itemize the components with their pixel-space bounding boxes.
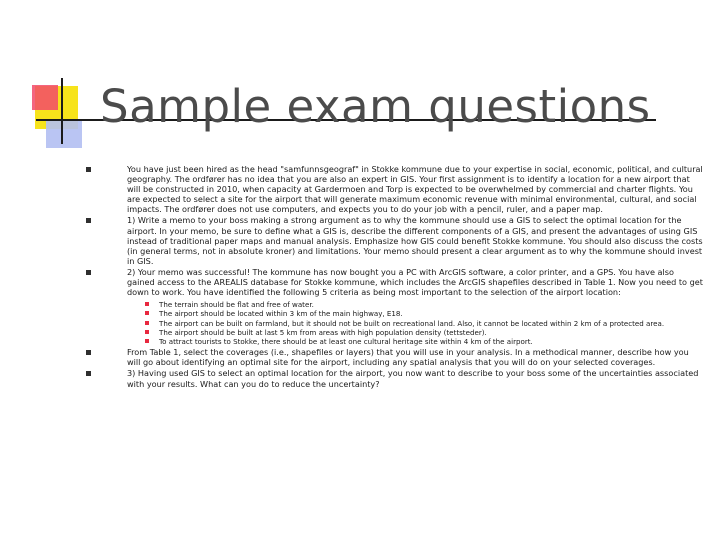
decor-red-square	[32, 85, 58, 110]
list-item	[0, 267, 720, 346]
item-text: 2) Your memo was successful! The kommune has now bought you a PC with ArcGIS software, a color printer, and a GPS. You have also gained access to the AREALIS database for Stokke kommune, which includes the ArcGIS shapefiles described in Table 1. Now you need to get down to work. You have identified the following 5 criteria as being most important to the selection of the airport location:	[127, 266, 703, 298]
square-bullet-icon	[86, 371, 91, 376]
list-item	[0, 164, 720, 214]
criteria-text: The airport should be built at last 5 km from areas with high population density (tettsteder).	[159, 327, 487, 337]
list-item	[0, 347, 720, 367]
red-square-bullet-icon	[145, 311, 149, 315]
criteria-item	[127, 300, 704, 309]
item-text: You have just been hired as the head "samfunnsgeograf" in Stokke kommune due to your expertise in social, economic, political, and cultural geography. The ordfører has no idea that you are also an expert in GIS. Your first assignment is to identify a location for a new airport that will be constructed in 2010, when capacity at Gardermoen and Torp is expected to be overwhelmed by commercial and charter flights. You are expected to select a site for the airport that will generate maximum economic revenue with minimal environmental, cultural, and social impacts. The ordfører does not use computers, and expects you to do your job with a pencil, ruler, and a paper map.	[127, 164, 703, 215]
criteria-item	[127, 309, 704, 318]
red-square-bullet-icon	[145, 330, 149, 334]
criteria-item	[127, 328, 704, 337]
criteria-text: The terrain should be flat and free of water.	[159, 300, 314, 310]
decor-vertical-line	[61, 78, 63, 144]
decor-blue-square	[46, 120, 82, 148]
criteria-text: The airport should be located within 3 km of the main highway, E18.	[159, 309, 403, 319]
square-bullet-icon	[86, 270, 91, 275]
red-square-bullet-icon	[145, 339, 149, 343]
criteria-item	[127, 319, 704, 328]
red-square-bullet-icon	[145, 302, 149, 306]
list-item	[0, 215, 720, 265]
question-list	[0, 164, 720, 389]
criteria-text: The airport can be built on farmland, but it should not be built on recreational land. Also, it cannot be located within 2 km of a protected area.	[159, 318, 665, 328]
square-bullet-icon	[86, 167, 91, 172]
square-bullet-icon	[86, 218, 91, 223]
item-text: 3) Having used GIS to select an optimal location for the airport, you now want to describe to your boss some of the uncertainties associated with your results. What can you do to reduce the uncertainty?	[127, 368, 699, 389]
criteria-list	[127, 300, 704, 346]
criteria-text: To attract tourists to Stokke, there should be at least one cultural heritage site within 4 km of the airport.	[159, 337, 533, 347]
square-bullet-icon	[86, 350, 91, 355]
item-text: From Table 1, select the coverages (i.e., shapefiles or layers) that you will use in your analysis. In a methodical manner, describe how you will go about identifying an optimal site for the airport, including any spatial analysis that you will do on your selected coverages.	[127, 347, 689, 368]
list-item	[0, 368, 720, 388]
slide-title: Sample exam questions	[100, 80, 651, 133]
red-square-bullet-icon	[145, 321, 149, 325]
item-text: 1) Write a memo to your boss making a strong argument as to why the kommune should use a GIS to select the optimal location for the airport. In your memo, be sure to define what a GIS is, describe the different components of a GIS, and present the advantages of using GIS instead of traditional paper maps and manual analysis. Emphasize how GIS could benefit Stokke kommune. You should also discuss the costs (in general terms, not in absolute kroner) and limitations. Your memo should present a clear argument as to why the kommune should invest in GIS.	[127, 215, 703, 266]
criteria-item	[127, 337, 704, 346]
